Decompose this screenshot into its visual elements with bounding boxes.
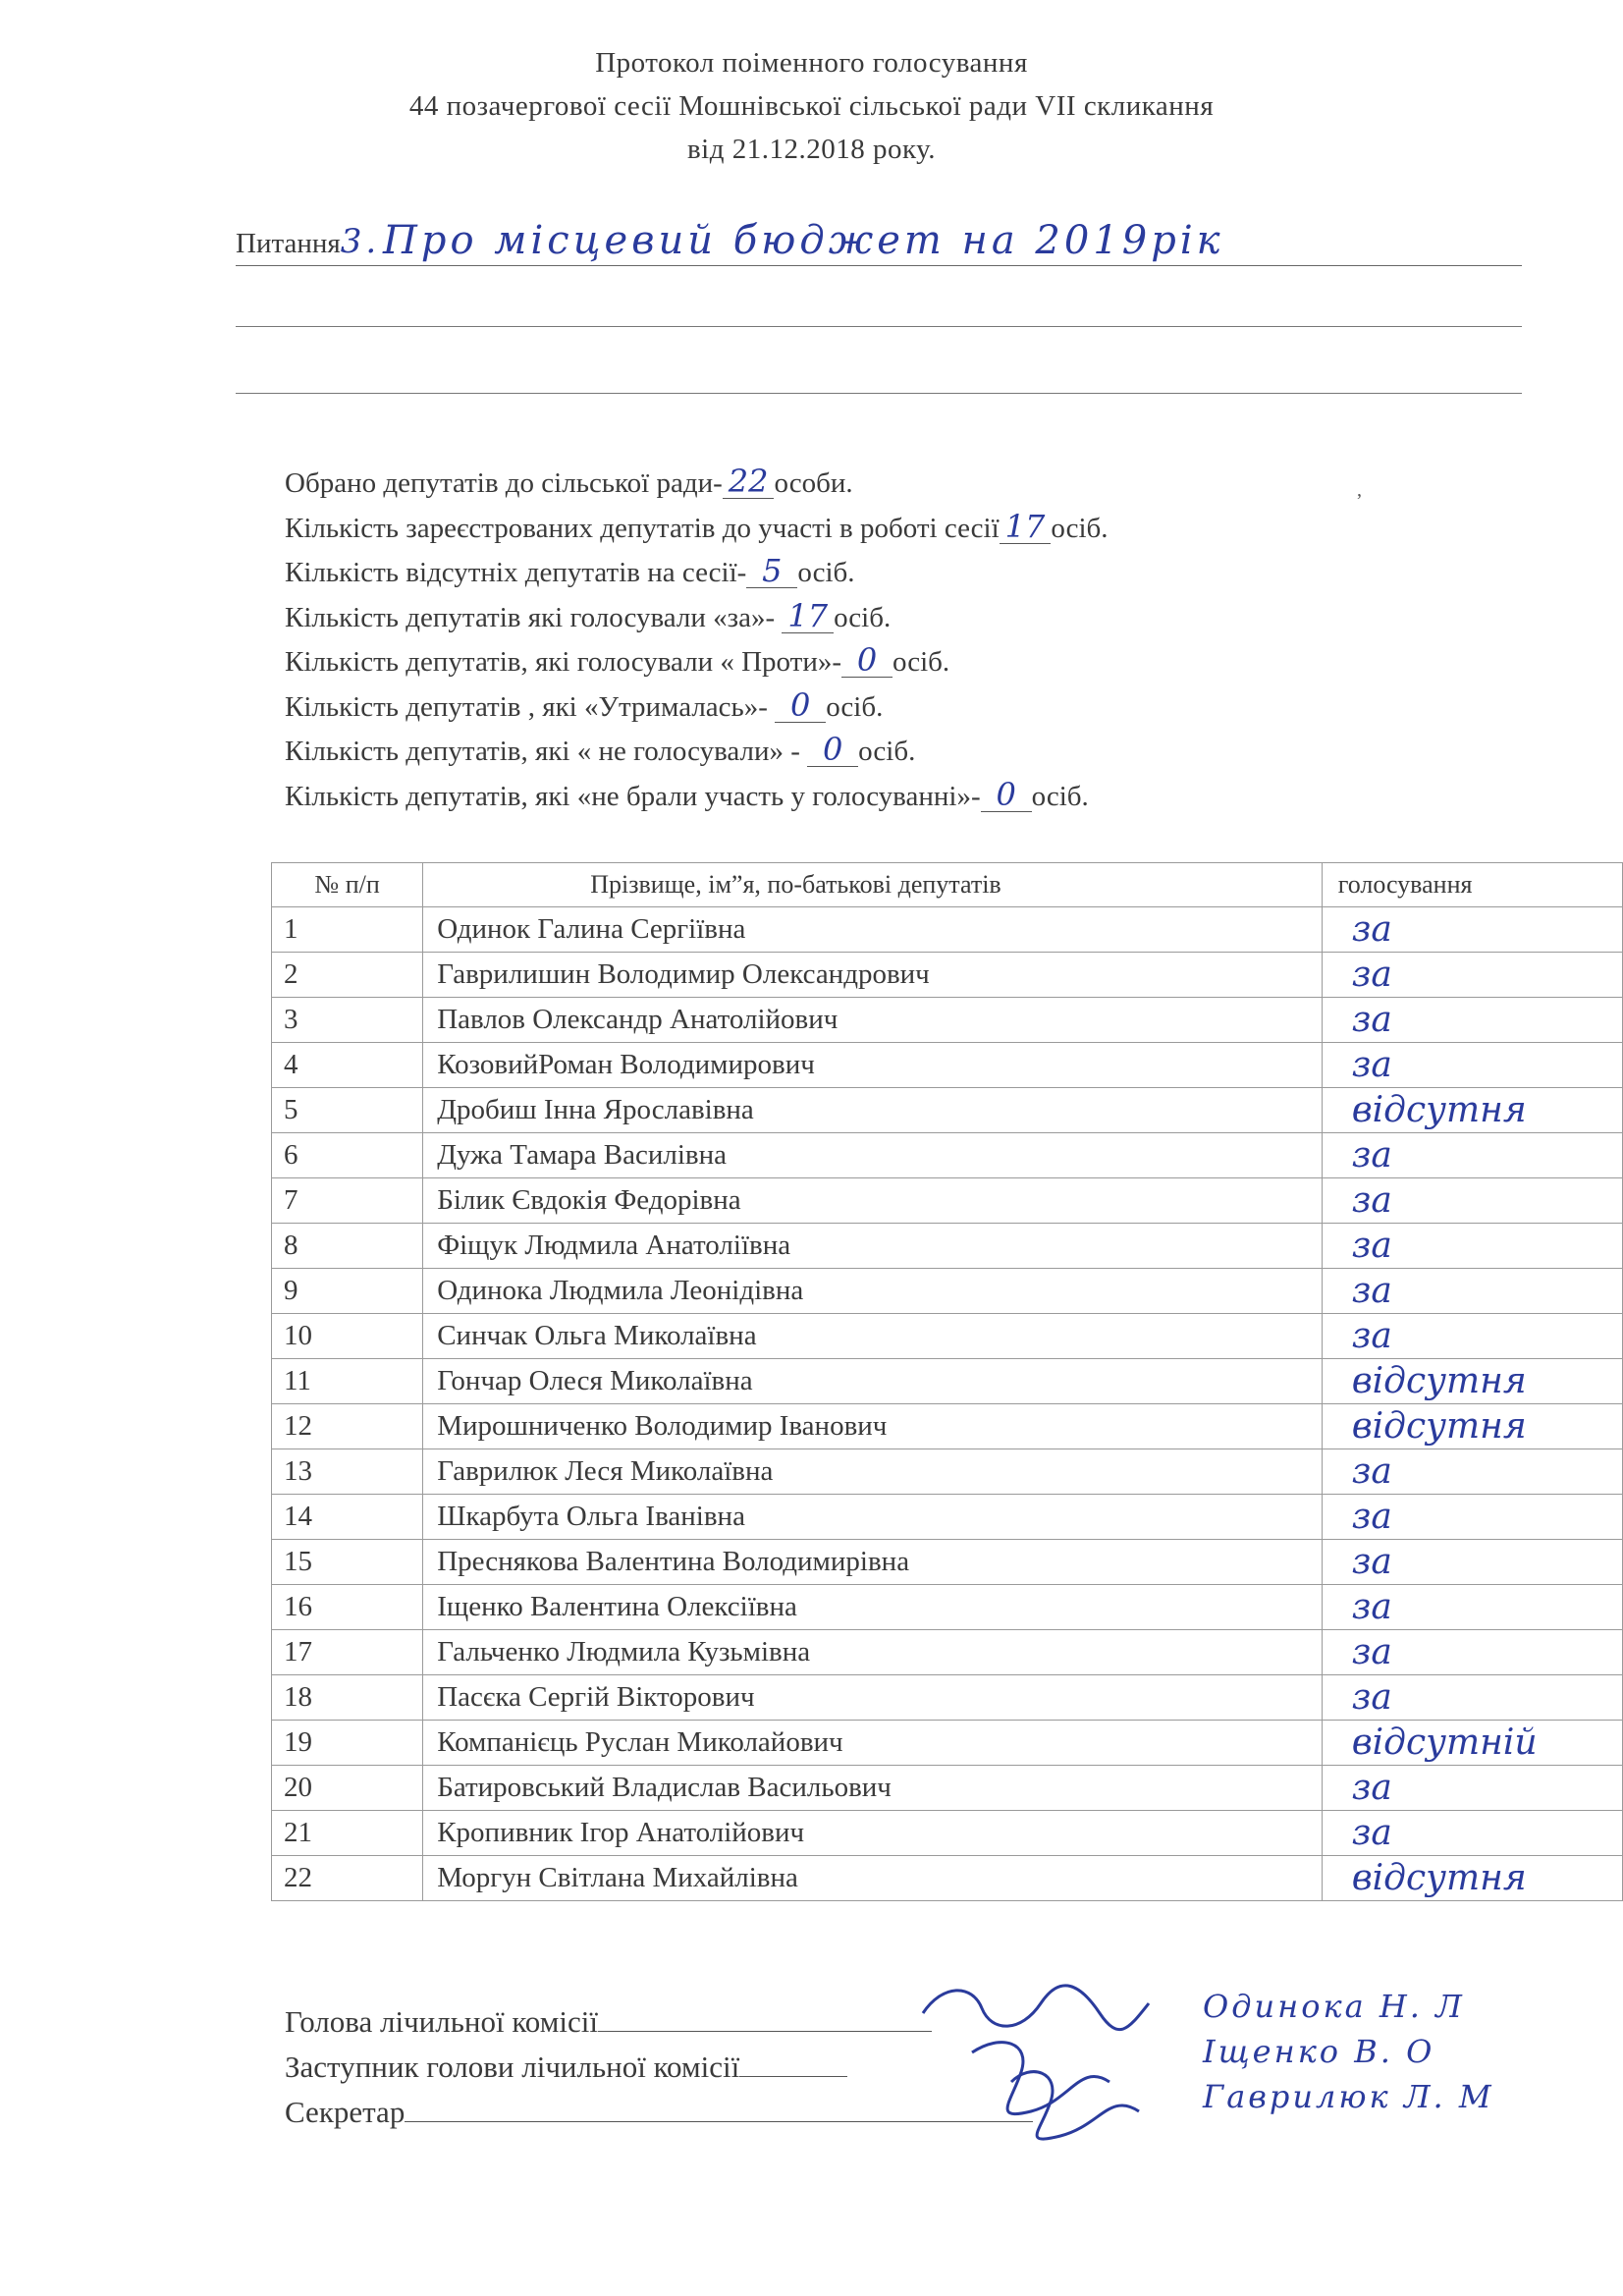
signature-scribble-2 [972,2043,1109,2114]
stat-value: 17 [782,599,834,633]
vote-result: за [1351,1451,1392,1492]
vote-result: за [1351,1000,1392,1040]
question-line [236,214,1522,266]
stat-value: 0 [981,778,1032,812]
row-number: 4 [284,1049,298,1080]
row-number: 20 [284,1772,312,1803]
document-title: Протокол поіменного голосування [595,47,1028,79]
row-number: 2 [284,958,298,990]
table-row [272,1088,1623,1133]
vote-result: за [1351,1497,1392,1537]
stat-unit: осіб. [1051,512,1109,544]
deputy-name: Фіщук Людмила Анатоліївна [437,1230,791,1261]
vote-result: за [1351,955,1392,995]
table-row [272,1495,1623,1540]
vote-result: за [1351,1542,1392,1582]
signature-names [1203,1984,1494,2119]
header-vote: голосування [1322,863,1622,907]
deputy-name-cell [423,1585,1322,1630]
table-row [272,953,1623,998]
row-number-cell [272,1811,423,1856]
stat-unit: осіб. [826,690,884,723]
row-number-cell [272,1133,423,1178]
table-row [272,1133,1623,1178]
table-row [272,1224,1623,1269]
deputy-name-cell [423,1404,1322,1449]
vote-result: відсутня [1351,1406,1527,1447]
stat-value: 22 [723,465,775,499]
stat-line [285,596,1109,641]
table-row [272,1178,1623,1224]
blank-line-1 [236,326,1522,327]
deputy-name-cell [423,1088,1322,1133]
deputy-name: КозовийРоман Володимирович [437,1049,815,1080]
deputy-name-cell [423,1269,1322,1314]
stat-value: 0 [841,643,893,678]
stat-value: 17 [1000,510,1052,544]
deputy-name-cell [423,1630,1322,1675]
row-number-cell [272,1856,423,1901]
deputy-name: Гончар Олеся Миколаївна [437,1365,753,1396]
deputy-name: Гаврилюк Леся Миколаївна [437,1455,774,1487]
deputy-name-cell [423,953,1322,998]
row-number-cell [272,1043,423,1088]
row-number-cell [272,1178,423,1224]
deputy-name-cell [423,1178,1322,1224]
deputy-name: Мирошниченко Володимир Іванович [437,1410,888,1442]
chair-name: Одинока Н. Л [1203,1988,1465,2025]
table-row [272,1359,1623,1404]
stray-mark: , [1357,479,1362,501]
table-row [272,1540,1623,1585]
stat-label: Кількість відсутніх депутатів на сесії- [285,557,747,588]
deputy-name: Павлов Олександр Анатолійович [437,1004,839,1035]
vote-result: за [1351,1135,1392,1175]
deputy-name: Синчак Ольга Миколаївна [437,1320,757,1351]
vote-result-cell [1322,1359,1622,1404]
row-number: 11 [284,1365,311,1396]
stat-unit: осіб. [858,736,916,767]
stat-value: 0 [807,733,858,767]
deputy-name-cell [423,1449,1322,1495]
vote-result: за [1351,909,1392,950]
stat-unit: осіб. [1031,780,1089,812]
header-name: Прізвище, ім”я, по-батькові депутатів [423,863,1322,907]
signature-line [598,2005,932,2032]
deputy-name: Пасєка Сергій Вікторович [437,1681,755,1713]
signature-scribble-1 [923,1986,1149,2030]
deputy-name-cell [423,998,1322,1043]
row-number: 5 [284,1094,298,1125]
deputy-name-cell [423,907,1322,953]
vote-result: за [1351,1045,1392,1085]
stat-unit: осіб. [797,557,855,588]
document-header [0,41,1623,171]
table-row [272,907,1623,953]
table-row [272,1404,1623,1449]
blank-line-2 [236,393,1522,394]
row-number: 12 [284,1410,312,1442]
row-number-cell [272,1721,423,1766]
vote-result: за [1351,1226,1392,1266]
row-number: 7 [284,1184,298,1216]
deputy-name-cell [423,1224,1322,1269]
row-number: 8 [284,1230,298,1261]
stat-label: Кількість депутатів , які «Утрималась»- [285,690,776,723]
vote-result-cell [1322,1088,1622,1133]
signature-scribble-3 [1011,2072,1139,2139]
row-number: 13 [284,1455,312,1487]
vote-result: відсутня [1351,1090,1527,1130]
stat-label: Обрано депутатів до сільської ради- [285,467,723,499]
row-number: 19 [284,1726,312,1758]
deputy-name-cell [423,1811,1322,1856]
vote-result-cell [1322,1675,1622,1721]
stat-line [285,462,1109,507]
vote-result: за [1351,1677,1392,1718]
vote-result: за [1351,1813,1392,1853]
deputy-name-cell [423,1856,1322,1901]
deputy-name-cell [423,1043,1322,1088]
stat-unit: осіб. [893,646,950,678]
table-row [272,1314,1623,1359]
header-number: № п/п [272,863,423,907]
deputy-name: Білик Євдокія Федорівна [437,1184,741,1216]
table-row [272,1585,1623,1630]
stat-label: Кількість депутатів які голосували «за»- [285,601,783,633]
vote-result: відсутній [1351,1722,1538,1763]
vote-result-cell [1322,1585,1622,1630]
question-number: 3. [340,222,381,261]
row-number-cell [272,998,423,1043]
row-number: 21 [284,1817,312,1848]
vote-result-cell [1322,998,1622,1043]
table-row [272,1856,1623,1901]
row-number: 16 [284,1591,312,1622]
table-header-row [272,863,1623,907]
table-row [272,1630,1623,1675]
deputy-name: Шкарбута Ольга Іванівна [437,1501,745,1532]
table-row [272,1766,1623,1811]
vote-result: відсутня [1351,1858,1527,1898]
vote-result: відсутня [1351,1361,1527,1401]
deputy-name: Іщенко Валентина Олексіївна [437,1591,797,1622]
handwritten-signatures [913,1974,1168,2151]
deputy-name-cell [423,1133,1322,1178]
table-row [272,1675,1623,1721]
deputy-name-cell [423,1540,1322,1585]
deputy-name: Дробиш Інна Ярославівна [437,1094,754,1125]
deputy-name-cell [423,1314,1322,1359]
signature-line [739,2050,847,2077]
stat-line [285,775,1109,820]
vote-result-cell [1322,1404,1622,1449]
stat-label: Кількість депутатів, які голосували « Проти»- [285,646,842,678]
table-row [272,1811,1623,1856]
deputy-name: Іщенко В. О [1203,2033,1435,2070]
vote-result-cell [1322,1224,1622,1269]
stat-label: Кількість депутатів, які « не голосували» - [285,736,808,767]
row-number-cell [272,1540,423,1585]
row-number-cell [272,1495,423,1540]
row-number: 14 [284,1501,312,1532]
stat-line [285,640,1109,685]
deputy-name: Гаврилишин Володимир Олександрович [437,958,930,990]
vote-result-cell [1322,1630,1622,1675]
row-number: 6 [284,1139,298,1171]
deputy-name: Компанієць Руслан Миколайович [437,1726,843,1758]
row-number: 3 [284,1004,298,1035]
stat-line [285,730,1109,775]
vote-result-cell [1322,1178,1622,1224]
row-number-cell [272,1314,423,1359]
vote-result-cell [1322,1721,1622,1766]
vote-result-cell [1322,1314,1622,1359]
vote-result-cell [1322,1449,1622,1495]
row-number-cell [272,1088,423,1133]
vote-result-cell [1322,1269,1622,1314]
table-row [272,1721,1623,1766]
vote-result: за [1351,1271,1392,1311]
row-number: 22 [284,1862,312,1893]
deputy-name: Одинок Галина Сергіївна [437,913,746,945]
stat-label: Кількість зареєстрованих депутатів до участі в роботі сесії [285,512,1000,544]
deputy-name: Кропивник Ігор Анатолійович [437,1817,805,1848]
vote-result-cell [1322,953,1622,998]
row-number: 9 [284,1275,298,1306]
table-row [272,1269,1623,1314]
deputy-name: Гальченко Людмила Кузьмівна [437,1636,811,1667]
stat-value: 0 [775,688,826,723]
deputy-name: Моргун Світлана Михайлівна [437,1862,798,1893]
stat-line [285,685,1109,731]
deputy-name-cell [423,1675,1322,1721]
question-text: Про місцевий бюджет на 2019рік [383,218,1224,263]
chair-role: Голова лічильної комісії [285,2004,598,2039]
row-number-cell [272,1224,423,1269]
stat-unit: особи. [774,467,853,499]
row-number-cell [272,1585,423,1630]
table-row [272,998,1623,1043]
deputy-name-cell [423,1721,1322,1766]
vote-result: за [1351,1180,1392,1221]
stat-value: 5 [746,554,797,588]
vote-result-cell [1322,1856,1622,1901]
vote-table [271,862,1623,1901]
vote-result-cell [1322,1811,1622,1856]
vote-result: за [1351,1316,1392,1356]
question-label: Питання3. [236,222,381,261]
vote-result: за [1351,1587,1392,1627]
row-number: 15 [284,1546,312,1577]
stat-line [285,551,1109,596]
deputy-name-cell [423,1359,1322,1404]
vote-result-cell [1322,1495,1622,1540]
deputy-name-cell [423,1766,1322,1811]
stat-label: Кількість депутатів, які «не брали участь у голосуванні»- [285,780,981,812]
deputy-role: Заступник голови лічильної комісії [285,2050,740,2084]
vote-result-cell [1322,1540,1622,1585]
secretary-role: Секретар [285,2095,406,2129]
row-number: 17 [284,1636,312,1667]
deputy-name: Дужа Тамара Василівна [437,1139,727,1171]
row-number: 18 [284,1681,312,1713]
secretary-name: Гаврилюк Л. М [1203,2078,1494,2115]
row-number-cell [272,1449,423,1495]
table-row [272,1043,1623,1088]
session-line: 44 позачергової сесії Мошнівської сільської ради VII скликання [408,90,1215,122]
deputy-name: Преснякова Валентина Володимирівна [437,1546,910,1577]
stat-line [285,507,1109,552]
row-number-cell [272,1269,423,1314]
table-row [272,1449,1623,1495]
row-number-cell [272,1766,423,1811]
deputy-name-cell [423,1495,1322,1540]
row-number-cell [272,953,423,998]
vote-result: за [1351,1632,1392,1672]
row-number-cell [272,1359,423,1404]
deputy-name: Батировський Владислав Васильович [437,1772,892,1803]
vote-result: за [1351,1768,1392,1808]
vote-result-cell [1322,1043,1622,1088]
vote-result-cell [1322,1133,1622,1178]
row-number: 1 [284,913,298,945]
row-number-cell [272,907,423,953]
vote-result-cell [1322,907,1622,953]
row-number-cell [272,1404,423,1449]
deputy-name: Одинока Людмила Леонідівна [437,1275,804,1306]
vote-result-cell [1322,1766,1622,1811]
stat-unit: осіб. [834,601,892,633]
row-number: 10 [284,1320,312,1351]
document-date: від 21.12.2018 року. [686,134,937,165]
vote-statistics [285,462,1109,819]
row-number-cell [272,1675,423,1721]
row-number-cell [272,1630,423,1675]
